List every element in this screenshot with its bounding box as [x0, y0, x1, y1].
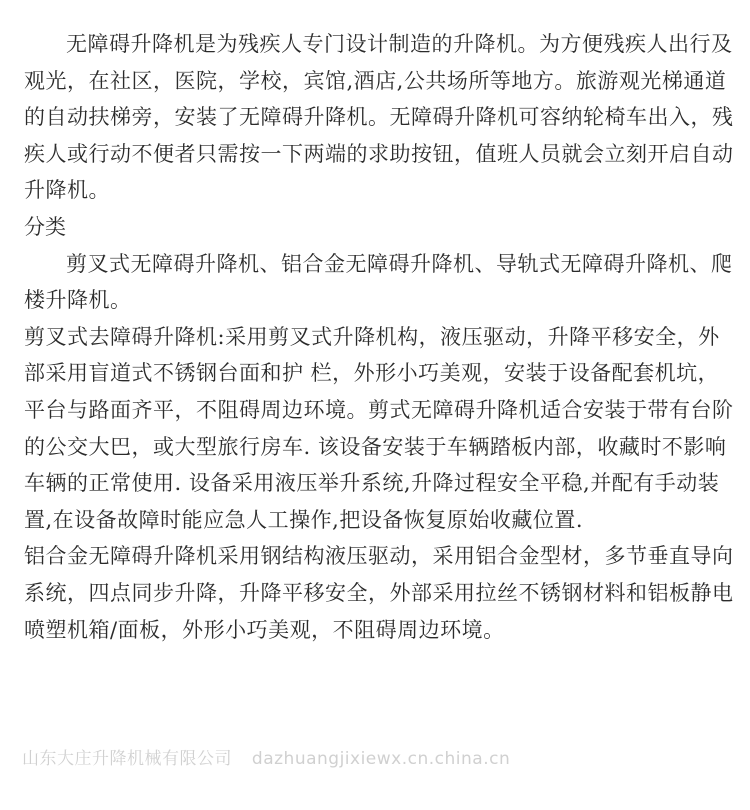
scissor-lift-paragraph: 剪叉式去障碍升降机:采用剪叉式升降机构，液压驱动，升降平移安全，外部采用盲道式不锈钢台面和护 栏，外形小巧美观，安装于设备配套机坑，平台与路面齐平，不阻碍周边环境。剪式无障碍升降机适合安装于带有台阶的公交大巴，或大型旅行房车. 该设备安装于车辆踏板内部，收藏时不影响车辆的正常使用. 设备采用液压举升系统,升降过程安全平稳,并配有手动装置,在设备故障时能应急人工操作,把设备恢复原始收藏位置. [24, 324, 734, 532]
watermark-url: dazhuangjixiewx.cn.china.cn [251, 749, 511, 769]
classification-paragraph: 剪叉式无障碍升降机、铝合金无障碍升降机、导轨式无障碍升降机、爬楼升降机。 [24, 251, 733, 313]
watermark-company: 山东大庄升降机械有限公司 [22, 749, 232, 769]
aluminum-lift-paragraph: 铝合金无障碍升降机采用钢结构液压驱动，采用铝合金型材，多节垂直导向系统，四点同步升降，升降平移安全，外部采用拉丝不锈钢材料和铝板静电喷塑机箱/面板，外形小巧美观，不阻碍周边环境。 [24, 544, 734, 642]
document-body [24, 26, 736, 648]
intro-paragraph: 无障碍升降机是为残疾人专门设计制造的升降机。为方便残疾人出行及观光，在社区，医院，学校，宾馆,酒店,公共场所等地方。旅游观光梯通道的自动扶梯旁，安装了无障碍升降机。无障碍升降机可容纳轮椅车出入，残疾人或行动不便者只需按一下两端的求助按钮，值班人员就会立刻开启自动升降机。 [24, 32, 734, 203]
watermark [22, 744, 510, 769]
section-heading-classification: 分类 [24, 214, 66, 239]
